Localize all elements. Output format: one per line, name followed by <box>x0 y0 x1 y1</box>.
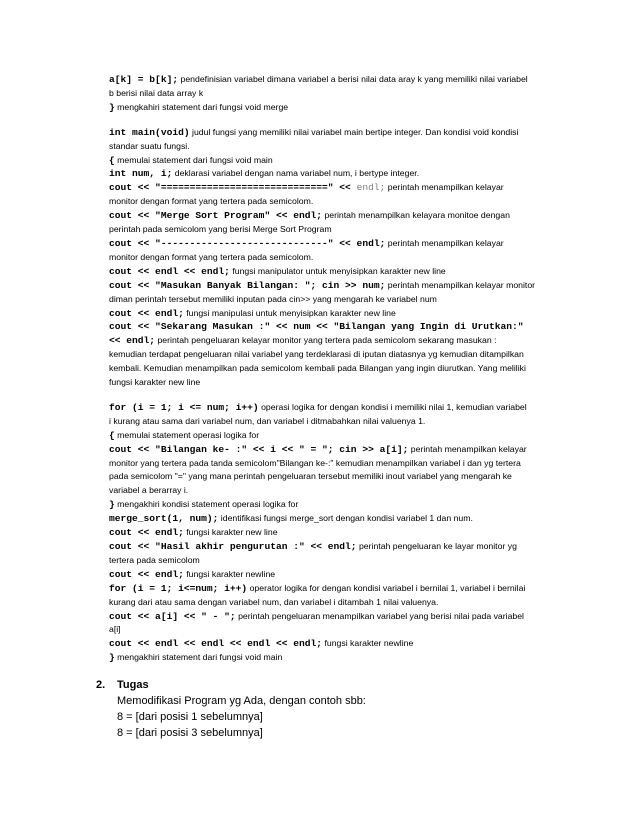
tugas-body <box>117 693 556 741</box>
code-snippet: cout << "-----------------------------" << endl; <box>109 237 386 249</box>
text-line <box>109 334 566 348</box>
text-line <box>109 637 566 651</box>
code-snippet: } <box>109 101 115 113</box>
text-line <box>109 237 566 251</box>
explanation-text: perintah menampilkan kelayara monitoe dengan <box>322 210 510 221</box>
explanation-text: fungsi karakter newline <box>183 568 276 579</box>
code-snippet: cout << "Bilangan ke- :" << i << " = "; cin >> a[i]; <box>109 443 409 455</box>
tugas-number: 2. <box>96 679 106 691</box>
text-line <box>109 209 566 223</box>
paragraph-gap <box>109 390 566 401</box>
code-snippet: for (i = 1; i<=num; i++) <box>109 582 248 594</box>
text-line <box>109 348 566 362</box>
text-line <box>109 610 566 624</box>
paragraph-gap <box>109 115 566 126</box>
text-line <box>109 470 566 484</box>
text-line <box>109 307 566 321</box>
explanation-text: judul fungsi yang memiliki nilai variabel main bertipe integer. Dan kondisi void kondisi <box>189 126 519 137</box>
explanation-text: kurang dari atau sama dengan variabel num, dan variabel i ditambah 1 nilai valuenya. <box>109 596 439 607</box>
explanation-text: perintah menampilkan kelayar <box>385 182 504 193</box>
code-snippet: cout << endl; <box>109 568 184 580</box>
text-line <box>109 362 566 376</box>
explanation-text: fungsi manipulator untuk menyisipkan karakter new line <box>229 265 446 276</box>
code-snippet: cout << a[i] << " - "; <box>109 610 236 622</box>
explanation-text: perintah menampilkan kelayar <box>408 443 527 454</box>
code-snippet: cout << "Sekarang Masukan :" << num << "Bilangan yang Ingin di Urutkan:" <box>109 321 524 333</box>
code-snippet: { <box>109 429 115 441</box>
tugas-line: 8 = [dari posisi 3 sebelumnya] <box>117 727 263 739</box>
explanation-text: monitor yang tertera pada tanda semicolom"Bilangan ke-:" kemudian menampilkan variabel i dan yg tertera <box>109 457 521 468</box>
code-snippet: a[k] = b[k]; <box>109 74 179 85</box>
explanation-text: perintah menampilkan kelayar <box>385 237 504 248</box>
text-line <box>109 526 566 540</box>
text-line <box>109 279 566 293</box>
code-snippet: { <box>109 154 115 166</box>
text-line <box>109 651 566 665</box>
explanation-text: perintah pengeluaran kelayar monitor yang tertera pada semicolom sekarang masukan : <box>155 335 497 346</box>
explanation-text: perintah pengeluaran menampilkan variabel yang berisi nilai pada variabel <box>235 610 524 621</box>
explanation-text: memulai statement dari fungsi void main <box>114 154 273 165</box>
explanation-text: kemudian terdapat pengeluaran nilai variabel yang terdeklarasi di iputan diatasnya yg kemudian ditampilkan <box>109 349 524 360</box>
explanation-text: identifikasi fungsi merge_sort dengan kondisi variabel 1 dan num. <box>218 513 473 524</box>
tugas-line: 8 = [dari posisi 1 sebelumnya] <box>117 711 263 723</box>
text-line <box>109 87 566 101</box>
explanation-text: operasi logika for dengan kondisi i memiliki nilai 1, kemudian variabel <box>258 401 527 412</box>
text-line <box>109 554 566 568</box>
explanation-text: fungsi manipulasi untuk menyisipkan karakter new line <box>183 307 396 318</box>
explanation-text: variabel a berarray i. <box>109 485 189 496</box>
code-snippet: cout << endl << endl; <box>109 265 230 277</box>
explanation-text: fungsi karakter newline <box>322 638 414 649</box>
explanation-text: mengkahiri statement dari fungsi void merge <box>114 101 289 112</box>
explanation-text: a[i] <box>109 624 121 635</box>
explanation-text: fungsi karakter new line <box>109 377 201 388</box>
code-snippet: cout << "Hasil akhir pengurutan :" << endl; <box>109 541 357 552</box>
tugas-section <box>96 677 556 741</box>
explanation-text: kembali. Kemudian menampilkan pada semicolom kembali pada Bilangan yang ingin diurutkan. Yang meliliki <box>109 363 526 374</box>
code-snippet: cout << endl; <box>109 307 184 319</box>
tugas-line: Memodifikasi Program yg Ada, dengan contoh sbb: <box>117 695 366 707</box>
code-snippet: for (i = 1; i <= num; i++) <box>109 401 259 413</box>
text-line <box>109 401 566 415</box>
text-line <box>109 484 566 498</box>
code-snippet: cout << endl << endl << endl << endl; <box>109 638 323 650</box>
code-snippet: cout << endl; <box>109 527 184 539</box>
tugas-title: Tugas <box>117 679 149 691</box>
text-line <box>109 512 566 526</box>
text-line <box>109 140 566 154</box>
code-snippet: merge_sort(1, num); <box>109 513 219 525</box>
text-line <box>109 596 566 610</box>
tugas-heading <box>96 677 556 693</box>
explanation-text: deklarasi variabel dengan nama variabel num, i bertype integer. <box>172 168 420 179</box>
code-snippet-muted: endl; <box>356 182 386 194</box>
text-line <box>109 167 566 181</box>
text-line <box>109 376 566 390</box>
text-line <box>109 498 566 512</box>
explanation-text: b berisi nilai data array k <box>109 87 204 98</box>
code-snippet: cout << "Merge Sort Program" << endl; <box>109 210 323 222</box>
explanation-text: monitor dengan format yang tertera pada semicolom. <box>109 251 314 262</box>
explanation-text: i kurang atau sama dari variabel num, dan variabel i ditmabahkan nilai valuenya 1. <box>109 415 426 426</box>
explanation-text: fungsi karakter new line <box>183 527 278 538</box>
text-line <box>109 251 566 265</box>
text-line <box>109 181 566 195</box>
text-line <box>109 293 566 307</box>
code-snippet: << endl; <box>109 335 156 347</box>
explanation-text: pendefinisian variabel dimana variabel a berisi nilai data aray k yang memiliki nilai variabel <box>178 74 528 84</box>
explanation-text: standar suatu fungsi. <box>109 140 190 151</box>
text-line <box>109 540 566 554</box>
code-snippet: } <box>109 499 115 511</box>
text-line <box>109 195 566 209</box>
text-line <box>109 415 566 429</box>
explanation-text: mengakhiri kondisi statement operasi logika for <box>114 499 299 510</box>
text-line <box>109 320 566 334</box>
text-line <box>109 101 566 115</box>
explanation-text: pada semicolom "=" yang mana perintah pengeluaran tersebut memiliki inout variabel yang mengarah ke <box>109 471 512 482</box>
explanation-text: monitor dengan format yang tertera pada semicolom. <box>109 196 314 207</box>
text-line <box>109 623 566 637</box>
code-explanation-block <box>109 73 566 665</box>
explanation-text: tertera pada semicolom <box>109 554 200 565</box>
code-snippet: cout << "=============================" << <box>109 182 357 194</box>
text-line <box>109 582 566 596</box>
text-line <box>109 126 566 140</box>
explanation-text: operator logika for dengan kondisi variabel i bernilai 1, variabel i bernilai <box>247 582 526 593</box>
code-snippet: int main(void) <box>109 126 190 138</box>
explanation-text: mengakhiri statement dari fungsi void main <box>114 652 283 663</box>
text-line <box>109 443 566 457</box>
explanation-text: memulai statement operasi logika for <box>114 429 260 440</box>
explanation-text: perintah menampilkan kelayar monitor <box>385 279 536 290</box>
code-snippet: int num, i; <box>109 168 173 180</box>
text-line <box>109 265 566 279</box>
text-line <box>109 429 566 443</box>
text-line <box>109 223 566 237</box>
text-line <box>109 154 566 168</box>
explanation-text: perintah pada semicolom yang berisi Merge Sort Program <box>109 224 332 235</box>
code-snippet: cout << "Masukan Banyak Bilangan: "; cin >> num; <box>109 279 386 291</box>
code-snippet: } <box>109 652 115 664</box>
text-line <box>109 73 566 87</box>
text-line <box>109 568 566 582</box>
text-line <box>109 457 566 471</box>
explanation-text: diman perintah tersebut memiliki inputan pada cin>> yang mengarah ke variabel num <box>109 293 437 304</box>
explanation-text: perintah pengeluaran ke layar monitor yg <box>356 541 517 551</box>
